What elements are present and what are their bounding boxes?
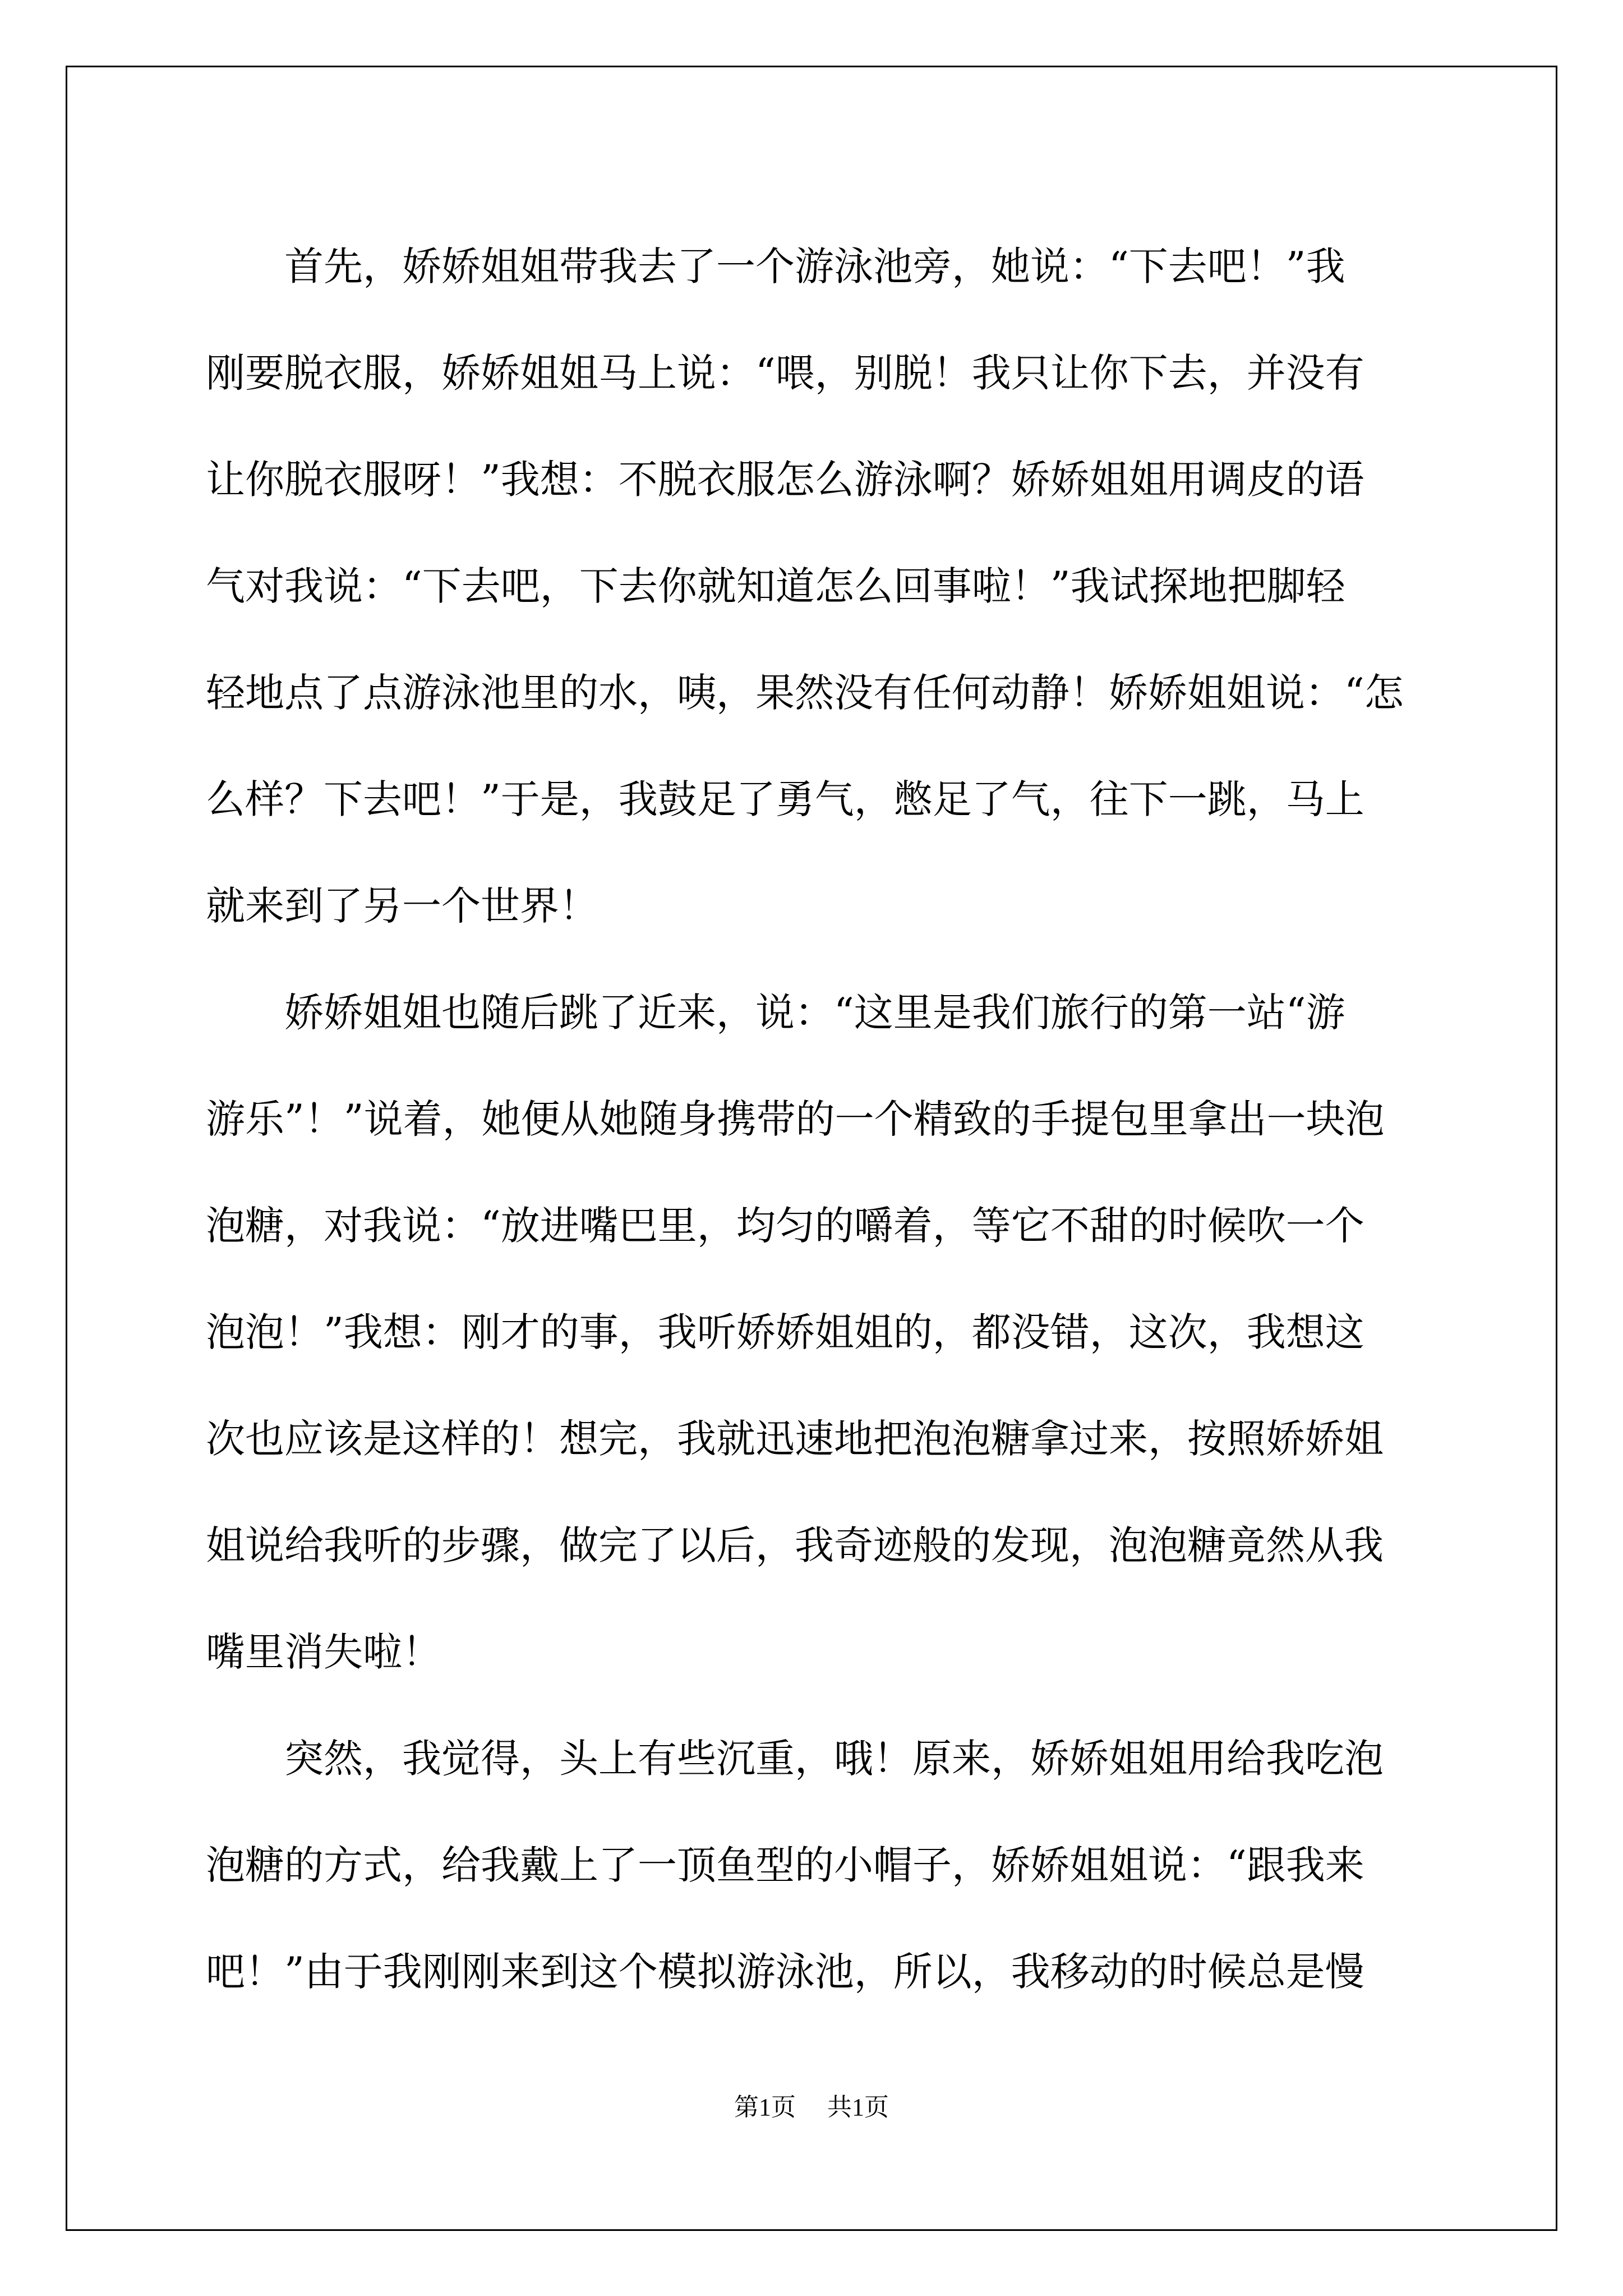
paragraph	[206, 1705, 1423, 2025]
text-line: 泡糖的方式，给我戴上了一顶鱼型的小帽子，娇娇姐姐说：“跟我来	[206, 1842, 1364, 1888]
text-line: 轻地点了点游泳池里的水，咦，果然没有任何动静！娇娇姐姐说：“怎	[206, 670, 1404, 716]
text-line: 气对我说：“下去吧，下去你就知道怎么回事啦！”我试探地把脚轻	[206, 563, 1345, 609]
document-body	[206, 213, 1423, 2025]
text-line: 娇娇姐姐也随后跳了近来，说：“这里是我们旅行的第一站“游	[284, 990, 1345, 1036]
paragraph	[206, 959, 1423, 1705]
text-line: 游乐”！”说着，她便从她随身携带的一个精致的手提包里拿出一块泡	[206, 1096, 1385, 1142]
text-line: 让你脱衣服呀！”我想：不脱衣服怎么游泳啊？娇娇姐姐用调皮的语	[206, 457, 1364, 503]
text-line: 泡泡！”我想：刚才的事，我听娇娇姐姐的，都没错，这次，我想这	[206, 1309, 1364, 1355]
page-total: 共1页	[827, 2093, 889, 2121]
text-line: 首先，娇娇姐姐带我去了一个游泳池旁，她说：“下去吧！”我	[284, 243, 1345, 289]
page-footer	[0, 2087, 1623, 2123]
text-line: 嘴里消失啦！	[206, 1629, 441, 1675]
page-number: 第1页	[734, 2093, 796, 2121]
text-line: 吧！”由于我刚刚来到这个模拟游泳池，所以，我移动的时候总是慢	[206, 1949, 1364, 1995]
text-line: 姐说给我听的步骤，做完了以后，我奇迹般的发现，泡泡糖竟然从我	[206, 1522, 1384, 1568]
text-line: 么样？下去吧！”于是，我鼓足了勇气，憋足了气，往下一跳，马上	[206, 776, 1364, 822]
text-line: 刚要脱衣服，娇娇姐姐马上说：“喂，别脱！我只让你下去，并没有	[206, 350, 1364, 396]
text-line: 泡糖，对我说：“放进嘴巴里，均匀的嚼着，等它不甜的时候吹一个	[206, 1203, 1364, 1249]
text-line: 突然，我觉得，头上有些沉重，哦！原来，娇娇姐姐用给我吃泡	[284, 1736, 1384, 1782]
text-line: 就来到了另一个世界！	[206, 883, 598, 929]
text-line: 次也应该是这样的！想完，我就迅速地把泡泡糖拿过来，按照娇娇姐	[206, 1416, 1384, 1462]
paragraph	[206, 213, 1423, 959]
